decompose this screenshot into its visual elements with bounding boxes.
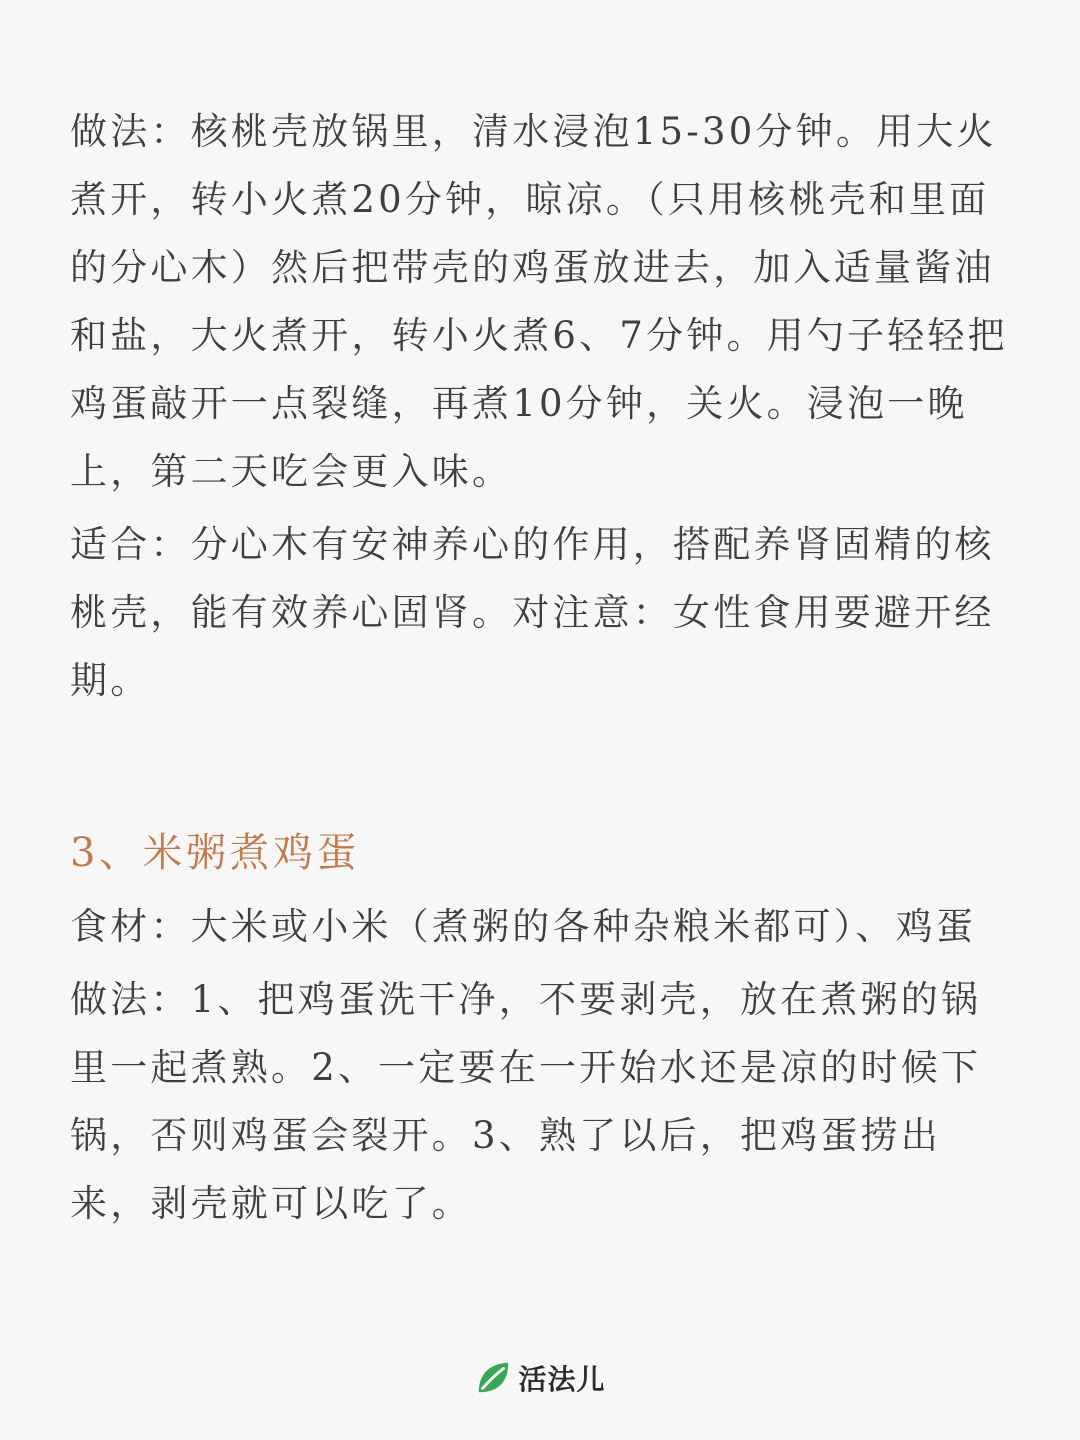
- leaf-icon: [474, 1359, 512, 1397]
- method-paragraph: 做法：核桃壳放锅里，清水浸泡15-30分钟。用大火煮开，转小火煮20分钟，晾凉。（只用核桃壳和里面的分心木）然后把带壳的鸡蛋放进去，加入适量酱油和盐，大火煮开，转小火煮6、7分钟。用勺子轻轻把鸡蛋敲开一点裂缝，再煮10分钟，关火。浸泡一晚上，第二天吃会更入味。: [70, 110, 1008, 493]
- brand-footer: [0, 1358, 1080, 1398]
- section-title: 3、米粥煮鸡蛋: [70, 830, 360, 876]
- method-steps-paragraph: 做法：1、把鸡蛋洗干净，不要剥壳，放在煮粥的锅里一起煮熟。2、一定要在一开始水还是凉的时候下锅，否则鸡蛋会裂开。3、熟了以后，把鸡蛋捞出来，剥壳就可以吃了。: [70, 978, 982, 1225]
- article-body: [70, 98, 1020, 1238]
- ingredients-paragraph: 食材：大米或小米（煮粥的各种杂粮米都可）、鸡蛋: [70, 905, 977, 948]
- brand-name: 活法儿: [518, 1363, 606, 1396]
- suitable-paragraph: 适合：分心木有安神养心的作用，搭配养肾固精的核桃壳，能有效养心固肾。对注意：女性食用要避开经期。: [70, 523, 995, 702]
